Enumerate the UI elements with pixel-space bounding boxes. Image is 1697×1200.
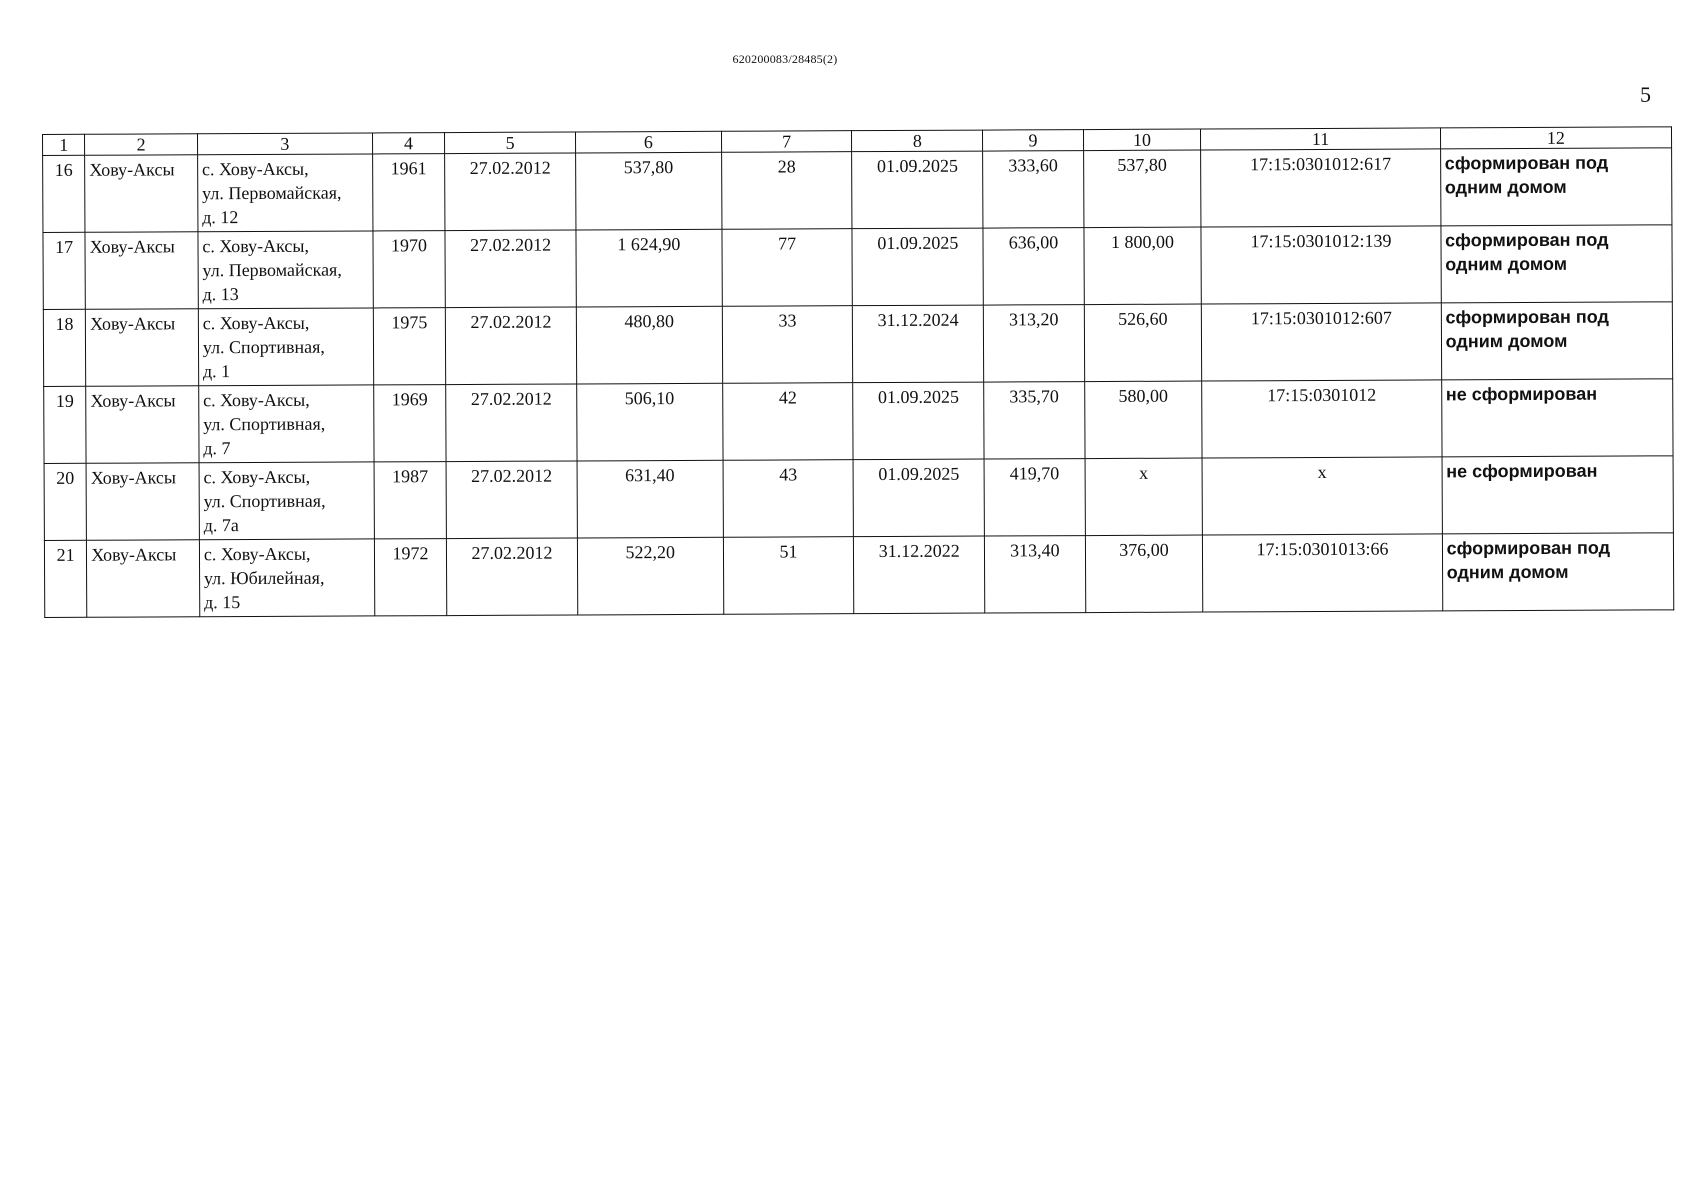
settlement-cell: Хову-Аксы	[86, 309, 199, 387]
address-line: с. Хову-Аксы,	[203, 543, 311, 565]
address-line: с. Хову-Аксы,	[201, 158, 309, 180]
address-cell	[198, 231, 373, 309]
table-row	[44, 533, 1673, 618]
status-cell: сформирован под одним домом	[1442, 533, 1674, 611]
land-area-cell: 537,80	[1083, 150, 1201, 228]
land-area-cell: 580,00	[1084, 381, 1202, 459]
year-cell: 1987	[374, 462, 447, 539]
address-line: ул. Спортивная,	[203, 490, 326, 512]
year-cell: 1969	[373, 385, 446, 462]
column-header: 10	[1083, 129, 1201, 151]
deadline-cell: 31.12.2022	[854, 536, 985, 614]
address-line: ул. Юбилейная,	[203, 567, 325, 589]
column-header: 11	[1201, 128, 1440, 150]
status-cell: не сформирован	[1442, 456, 1674, 534]
row-number: 18	[43, 309, 86, 386]
address-cell	[199, 385, 374, 463]
address-line: ул. Спортивная,	[203, 413, 326, 435]
land-area-cell: 526,60	[1084, 304, 1202, 382]
cadastral-cell: 17:15:0301012:607	[1202, 303, 1442, 381]
table-row	[43, 148, 1672, 233]
address-line: ул. Спортивная,	[202, 336, 325, 358]
status-cell: не сформирован	[1441, 379, 1673, 457]
column-header: 9	[983, 130, 1084, 151]
address-line: с. Хову-Аксы,	[202, 312, 310, 334]
area2-cell: 419,70	[984, 459, 1085, 536]
deadline-cell: 01.09.2025	[853, 459, 984, 537]
column-header: 6	[575, 131, 721, 153]
row-number: 21	[44, 540, 87, 617]
area2-cell: 313,40	[985, 536, 1086, 613]
address-line: д. 7	[203, 438, 231, 459]
column-header: 12	[1440, 127, 1671, 149]
year-cell: 1975	[373, 308, 446, 385]
address-cell	[197, 154, 372, 232]
residents-cell: 77	[722, 229, 853, 307]
settlement-cell: Хову-Аксы	[85, 232, 198, 310]
area-cell: 480,80	[576, 306, 722, 384]
table-row	[43, 225, 1672, 310]
row-number: 19	[44, 386, 87, 463]
year-cell: 1970	[373, 231, 446, 308]
cadastral-cell: 17:15:0301012:617	[1201, 149, 1441, 227]
residents-cell: 28	[721, 152, 852, 230]
column-header: 4	[372, 133, 444, 154]
cadastral-cell: 17:15:0301013:66	[1203, 534, 1443, 612]
date-cell: 27.02.2012	[445, 307, 576, 385]
address-line: д. 15	[203, 592, 241, 613]
status-cell: сформирован под одним домом	[1441, 302, 1673, 380]
column-header: 3	[197, 133, 372, 155]
residents-cell: 42	[722, 383, 853, 461]
housing-registry-table	[42, 126, 1674, 618]
cadastral-cell: 17:15:0301012:139	[1201, 226, 1441, 304]
column-header: 2	[85, 134, 198, 156]
land-area-cell: x	[1085, 458, 1203, 536]
address-line: д. 13	[202, 284, 239, 305]
date-cell: 27.02.2012	[446, 461, 577, 539]
page-number: 5	[1640, 82, 1651, 107]
residents-cell: 33	[722, 306, 853, 384]
settlement-cell: Хову-Аксы	[86, 463, 199, 541]
address-cell	[199, 539, 374, 617]
deadline-cell: 01.09.2025	[853, 382, 984, 460]
address-line: ул. Первомайская,	[202, 182, 342, 204]
address-cell	[198, 308, 373, 386]
row-number: 17	[43, 232, 86, 309]
area2-cell: 313,20	[983, 305, 1084, 382]
address-cell	[199, 462, 374, 540]
address-line: д. 12	[202, 207, 239, 228]
residents-cell: 51	[723, 537, 854, 615]
address-line: с. Хову-Аксы,	[202, 235, 310, 257]
deadline-cell: 01.09.2025	[852, 151, 983, 229]
area-cell: 522,20	[577, 537, 723, 615]
column-header: 1	[43, 134, 85, 155]
year-cell: 1961	[372, 154, 445, 231]
date-cell: 27.02.2012	[445, 230, 576, 308]
area2-cell: 636,00	[983, 228, 1084, 305]
settlement-cell: Хову-Аксы	[87, 540, 200, 618]
land-area-cell: 1 800,00	[1084, 227, 1202, 305]
date-cell: 27.02.2012	[447, 538, 578, 616]
address-line: с. Хову-Аксы,	[203, 466, 311, 488]
column-header: 5	[445, 132, 576, 154]
column-header: 8	[852, 130, 983, 152]
column-header: 7	[721, 131, 852, 153]
area2-cell: 333,60	[983, 151, 1084, 228]
date-cell: 27.02.2012	[445, 153, 576, 231]
cadastral-cell: x	[1202, 457, 1442, 535]
area-cell: 1 624,90	[576, 229, 722, 307]
row-number: 20	[44, 463, 87, 540]
row-number: 16	[43, 155, 86, 232]
status-cell: сформирован под одним домом	[1441, 225, 1673, 303]
table-row	[44, 379, 1673, 464]
area-cell: 506,10	[577, 383, 723, 461]
date-cell: 27.02.2012	[446, 384, 577, 462]
area-cell: 631,40	[577, 460, 723, 538]
area-cell: 537,80	[575, 152, 721, 230]
deadline-cell: 01.09.2025	[852, 228, 983, 306]
address-line: с. Хову-Аксы,	[203, 389, 310, 411]
document-id: 620200083/28485(2)	[732, 52, 838, 66]
settlement-cell: Хову-Аксы	[86, 386, 199, 464]
table-row	[43, 302, 1672, 387]
settlement-cell: Хову-Аксы	[85, 155, 198, 233]
cadastral-cell: 17:15:0301012	[1202, 380, 1442, 458]
year-cell: 1972	[374, 539, 447, 616]
area2-cell: 335,70	[984, 382, 1085, 459]
land-area-cell: 376,00	[1085, 535, 1203, 613]
address-line: д. 7а	[203, 515, 239, 536]
status-cell: сформирован под одним домом	[1440, 148, 1672, 226]
table-row	[44, 456, 1673, 541]
deadline-cell: 31.12.2024	[853, 305, 984, 383]
address-line: д. 1	[202, 361, 231, 382]
residents-cell: 43	[723, 460, 854, 538]
address-line: ул. Первомайская,	[202, 259, 342, 281]
